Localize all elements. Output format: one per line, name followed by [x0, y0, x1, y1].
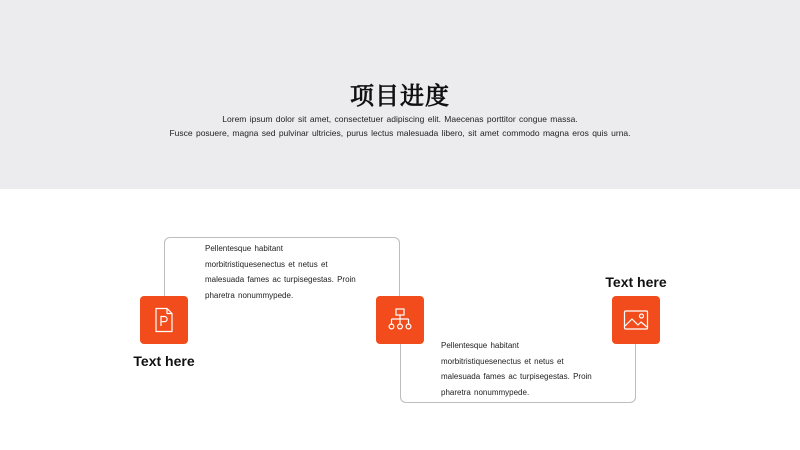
step-1-icon-box: [140, 296, 188, 344]
step-2-description-line: Pellentesque habitant: [441, 341, 519, 350]
step-1-description-line: pharetra nonummypede.: [205, 290, 294, 300]
step-1-description-line: morbitristiquesenectus et netus et: [205, 259, 328, 269]
hierarchy-icon: [387, 307, 413, 333]
step-1-label: Text here: [133, 353, 195, 369]
step-1-description-line: Pellentesque habitant: [205, 244, 283, 253]
step-3-label: Text here: [605, 274, 667, 290]
step-2-description: [441, 338, 611, 400]
document-p-icon: [152, 307, 176, 333]
page-title: 项目进度: [350, 82, 450, 110]
step-2-description-line: morbitristiquesenectus et netus et: [441, 356, 564, 366]
step-2-description-line: pharetra nonummypede.: [441, 387, 530, 397]
step-1-description-line: malesuada fames ac turpisegestas. Proin: [205, 275, 356, 284]
step-1-description: [205, 241, 375, 303]
step-2-description-line: malesuada fames ac turpisegestas. Proin: [441, 372, 592, 381]
subtitle-line-1: Lorem ipsum dolor sit amet, consectetuer adipiscing elit. Maecenas porttitor congue massa.: [222, 114, 578, 124]
subtitle-line-2: Fusce posuere, magna sed pulvinar ultricies, purus lectus malesuada libero, sit amet commodo magna eros quis urna.: [169, 128, 631, 138]
image-icon: [623, 309, 649, 331]
step-2-icon-box: [376, 296, 424, 344]
step-3-icon-box: [612, 296, 660, 344]
